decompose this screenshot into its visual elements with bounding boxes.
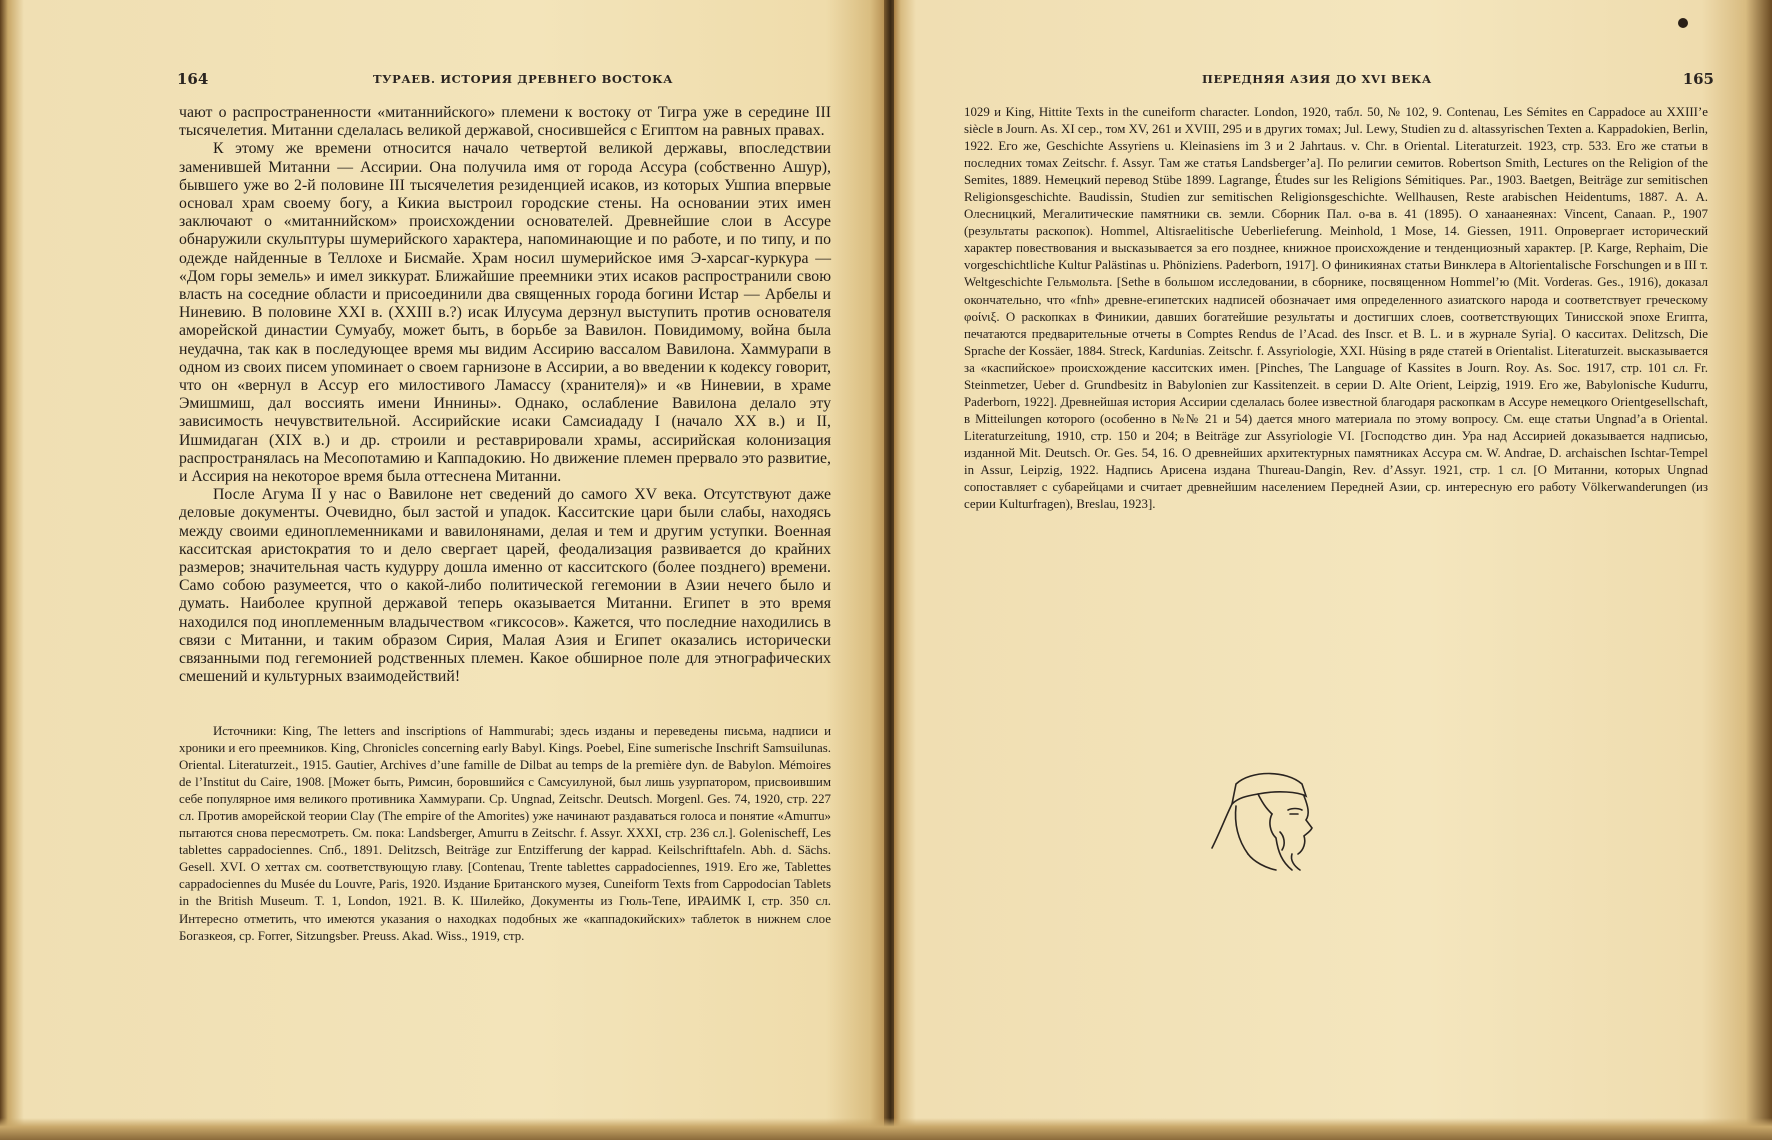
paragraph: После Агума II у нас о Вавилоне нет сведений до самого XV века. Отсутствуют даже деловые документы. Очевидно, был застой и упадок. Касситские цари были слабы, находясь между своими единоплеменниками и вавилонянами, делая и тем и другим уступки. Военная касситская аристократия то и дело свергает царей, феодализация развивается до крайних размеров; значительная часть кудурру дошла именно от касситского (более позднего) времени. Само собою разумеется, что о какой-либо политической гегемонии в Азии нечего было и думать. Наиболее крупной державой теперь оказывается Митанни. Египет в это время находился под иноплеменным владычеством «гиксосов». Кажется, что последние находились в связи с Митанни, и таким образом Сирия, Малая Азия и Египет оказались исторически связанными под гегемонией родственных племен. Какое обширное поле для этнографических смешений и культурных взаимодействий! xyxy=(179,486,831,686)
left-running-head xyxy=(177,70,829,90)
right-notes xyxy=(964,104,1708,513)
left-page-number: 164 xyxy=(177,70,209,88)
left-sources xyxy=(179,723,831,945)
right-page xyxy=(894,0,1772,1140)
notes-text: 1029 и King, Hittite Texts in the cuneiform character. London, 1920, табл. 50, № 102, 9. Contenau, Les Sémites en Cappadoce au XXIII’e siècle в Journ. As. XI сер., том XV, 261 и XVIII, 295 и в других томах; Jul. Lewy, Studien zu d. altassyrischen Texten a. Kappadokien, Berlin, 1922. Его же, Geschichte Assyriens u. Kleinasiens im 3 и 2 Jahrtaus. v. Chr. в Oriental. Literaturzeit. 1923, стр. 533. Его же статьи в последних томах Zeitschr. f. Assyr. Там же статья Landsberger’a]. По религии семитов. Robertson Smith, Lectures on the Religion of the Semites, 1889. Немецкий перевод Stübe 1899. Lagrange, Études sur les Religions Sémitiques. Par., 1903. Baetgen, Beiträge zur semitischen Religionsgeschichte. Baudissin, Studien zur semitischen Religionsgeschichte. Wellhausen, Reste arabischen Heidentums, 1887. А. А. Олесницкий, Мегалитические памятники св. земли. Сборник Пал. о-ва в. 41 (1895). О ханаанеянах: Vincent, Canaan. P., 1907 (результаты раскопок). Hommel, Altisraelitische Ueberlieferung. Meinhold, 1 Mose, 14. Giessen, 1911. Опровергает исторический характер повествования и высказывается за его позднее, книжное происхождение и тенденциозный характер. [P. Karge, Rephaim, Die vorgeschichtliche Kultur Palästinas u. Phöniziens. Paderborn, 1917]. О финикиянах статьи Винклера в Altorientalische Forschungen и в III т. Weltgeschichte Гельмольта. [Sethe в большом исследовании, в сборнике, посвященном Hommel’ю (Mit. Vorderas. Ges., 1916), доказал окончательно, что «fnh» древне-египетских надписей обозначает имя определенного азиатского народа и соответствует греческому φοίνιξ. О раскопках в Финикии, давших богатейшие результаты и достигших слоев, соответствующих Тинисской эпохе Египта, печатаются предварительные отчеты в Comptes Rendus de l’Acad. des Inscr. et B. L. и в журнале Syria]. О касситах. Delitzsch, Die Sprache der Kossäer, 1884. Streck, Kardunias. Zeitschr. f. Assyriologie, XXI. Hüsing в ряде статей в Orientalist. Literaturzeit. высказывается за «каспийское» происхождение касситских имен. [Pinches, The Language of Kassites в Journ. Roy. As. Soc. 1917, стр. 101 сл. Fr. Steinmetzer, Ueber d. Grundbesitz in Babylonien zur Kassitenzeit. в серии D. Alte Orient, Leipzig, 1919. Его же, Babylonische Kudurru, Paderborn, 1922]. Древнейшая история Ассирии сделалась более известной благодаря раскопкам в Ассуре немецкого Orientgesellschaft, в Mitteilungen которого (особенно в №№ 21 и 54) дается много материала по этому вопросу. См. еще статьи Ungnad’a в Oriental. Literaturzeitung, 1910, стр. 150 и 204; в Beiträge zur Assyriologie VI. [Господство дин. Ура над Ассирией доказывается надписью, изданной Mit. Deutsch. Or. Ges. 54, 16. О древнейших архитектурных памятниках Ассура см. W. Andrae, D. archaischen Ischtar-Tempel in Assur, Leipzig, 1922. Надпись Арисена издана Thureau-Dangin, Rev. d’Assyr. 1921, стр. 1 сл. [О Митанни, которых Ungnad сопоставляет с субарейцами и считает древнейшим населением Передней Азии, ср. интересную его работу Völkerwanderungen (из серии Kulturfragen), Breslau, 1923]. xyxy=(964,105,1708,512)
left-body xyxy=(179,104,831,687)
right-running-title: ПЕРЕДНЯЯ АЗИЯ ДО XVI ВЕКА xyxy=(1202,72,1432,86)
left-running-title: ТУРАЕВ. ИСТОРИЯ ДРЕВНЕГО ВОСТОКА xyxy=(373,72,674,86)
sources-note: Источники: King, The letters and inscriptions of Hammurabi; здесь изданы и переведены письма, надписи и хроники и его преемников. King, Chronicles concerning early Babyl. Kings. Poebel, Eine sumerische Inschrift Samsuilunas. Oriental. Literaturzeit., 1915. Gautier, Archives d’une famille de Dilbat au temps de la première dyn. de Babylon. Mémoires de l’Institut du Caire, 1908. [Может быть, Римсин, боровшийся с Самсуилуной, был лишь узурпатором, присвоившим себе популярное имя великого противника Хаммурапи. Ср. Ungnad, Zeitschr. Deutsch. Morgenl. Ges. 74, 1920, стр. 227 сл. Против аморейской теории Clay (The empire of the Amorites) уже начинают раздаваться голоса и понятие «Amurru» пытаются снова пересмотреть. См. пока: Landsberger, Amurru в Zeitschr. f. Assyr. XXXI, стр. 236 сл.]. Golenischeff, Les tablettes cappadociennes. Спб., 1891. Delitzsch, Beiträge zur Entzifferung der kappad. Keilschrifttafeln. Abh. d. Sächs. Gesell. XVI. О хеттах см. соответствующую главу. [Contenau, Trente tablettes cappadociennes, 1919. Его же, Tablettes cappadociennes du Musée du Louvre, Paris, 1920. Издание Британского музея, Cuneiform Texts from Cappodocian Tablets in the British Museum. T. 1, London, 1921. В. К. Шилейко, Документы из Гюль-Тепе, ИРАИМК I, стр. 350 сл. Интересно отметить, что имеются указания о находках подобных же «каппадокийских» таблеток в нижнем слое Богазкеоя, ср. Forrer, Sitzungsber. Preuss. Akad. Wiss., 1919, стр. xyxy=(179,724,831,943)
right-running-head xyxy=(954,70,1714,90)
ink-spot xyxy=(1678,18,1688,28)
head-sketch-icon xyxy=(1206,762,1326,882)
paragraph: К этому же времени относится начало четвертой великой державы, впоследствии заменившей Митанни — Ассирии. Она получила имя от города Ассура (собственно Ашур), бывшего уже во 2-й половине III тысячелетия резиденцией исаков, из которых Ушпиа впервые основал храм своему богу, а Кикиа выстроил городские стены. На основании этих имен заключают о «митаннийском» происхождении основателей. Древнейшие слои в Ассуре обнаружили скульптуры шумерийского характера, напоминающие и по работе, и по типу, и по одежде найденные в Теллохе и Бисмайе. Храм носил шумерийское имя Э-харсаг-куркура — «Дом горы земель» и имел зиккурат. Ближайшие преемники этих исаков распространили свою власть на соседние области и присоединили два священных города богини Истар — Арбелы и Ниневию. В половине XXI в. (XXIII в.?) исак Илусума дерзнул выступить против основателя аморейской династии Сумуабу, может быть, в борьбе за Вавилон. Повидимому, война была неудачна, так как в последующее время мы видим Ассирию вассалом Вавилона. Хаммурапи в одном из своих писем упоминает о своем гарнизоне в Ассирии, а во введении к кодексу говорит, что он «вернул в Ассур его милостивого Ламассу (хранителя)» и «в Ниневии, в храме Эмишмиш, дал воссиять имени Иннины». Однако, ослабление Вавилона делало эту зависимость нечувствительной. Ассирийские исаки Самсиададу I (начало XX в.) и II, Ишмидаган (XIX в.) и др. строили и реставрировали храмы, ассирийская колонизация распространялась на Месопотамию и Каппадокию. Но движение племен прервало это развитие, и Ассирия на некоторое время была оттеснена Митанни. xyxy=(179,140,831,486)
right-page-number: 165 xyxy=(1682,70,1714,88)
page-bottom-edge xyxy=(0,1118,1772,1140)
paragraph: чают о распространенности «митаннийского» племени к востоку от Тигра уже в середине III тысячелетия. Митанни сделалась великой державой, сносившейся с Египтом на равных правах. xyxy=(179,104,831,140)
